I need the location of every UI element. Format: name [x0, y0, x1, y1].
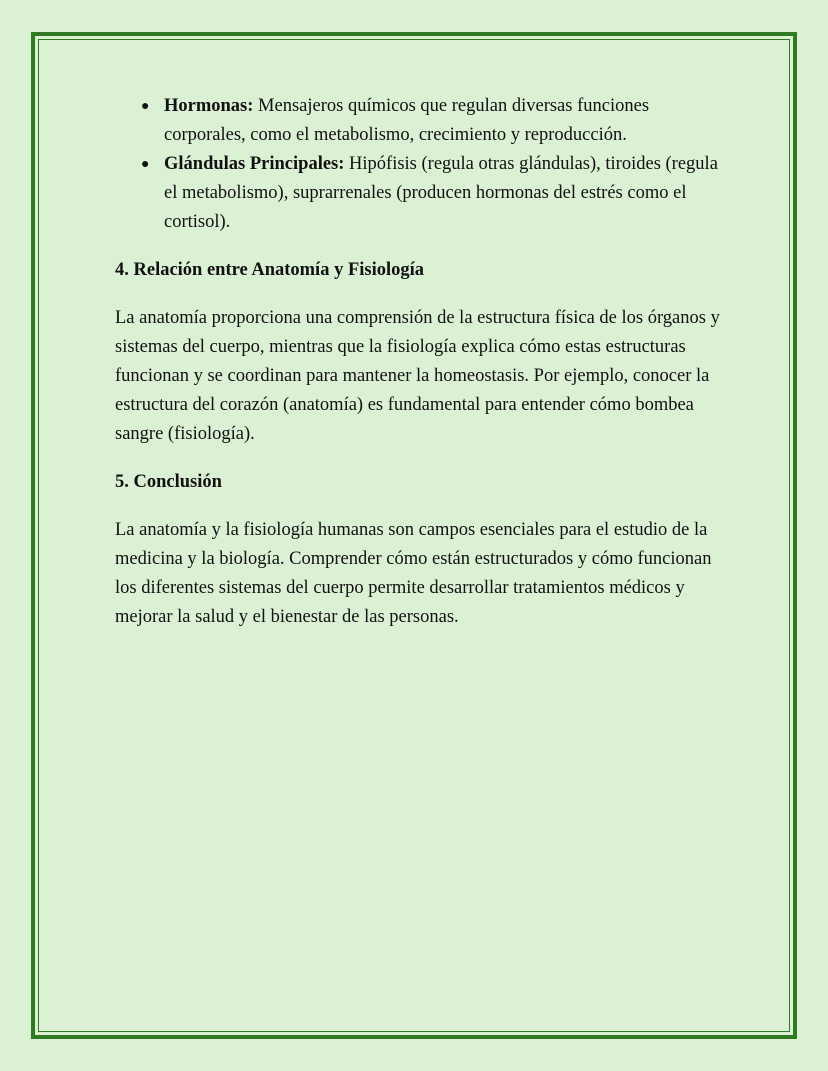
bullet-text: Hipófisis (regula otras glándulas), tiroides (regula el metabolismo), suprarrenales (producen hormonas del estrés como el cortisol).	[164, 154, 718, 232]
section-heading: 4. Relación entre Anatomía y Fisiología	[115, 260, 424, 280]
bullet-term: Hormonas:	[164, 96, 254, 116]
section-paragraph: La anatomía proporciona una comprensión de la estructura física de los órganos y sistemas del cuerpo, mientras que la fisiología explica cómo estas estructuras funcionan y se coordinan para mantener la homeostasis. Por ejemplo, conocer la estructura del corazón (anatomía) es fundamental para entender cómo bombea sangre (fisiología).	[115, 308, 720, 444]
list-item	[115, 150, 725, 237]
document-body	[115, 92, 725, 632]
bullet-term: Glándulas Principales:	[164, 154, 345, 174]
bullet-list	[115, 92, 725, 237]
bullet-icon: ●	[141, 157, 150, 172]
section-heading: 5. Conclusión	[115, 472, 222, 492]
bullet-icon: ●	[141, 99, 150, 114]
list-item	[115, 92, 725, 150]
bullet-text: Mensajeros químicos que regulan diversas funciones corporales, como el metabolismo, crecimiento y reproducción.	[164, 96, 650, 145]
section-paragraph: La anatomía y la fisiología humanas son campos esenciales para el estudio de la medicina y la biología. Comprender cómo están estructurados y cómo funcionan los diferentes sistemas del cuerpo permite desarrollar tratamientos médicos y mejorar la salud y el bienestar de las personas.	[115, 520, 712, 627]
